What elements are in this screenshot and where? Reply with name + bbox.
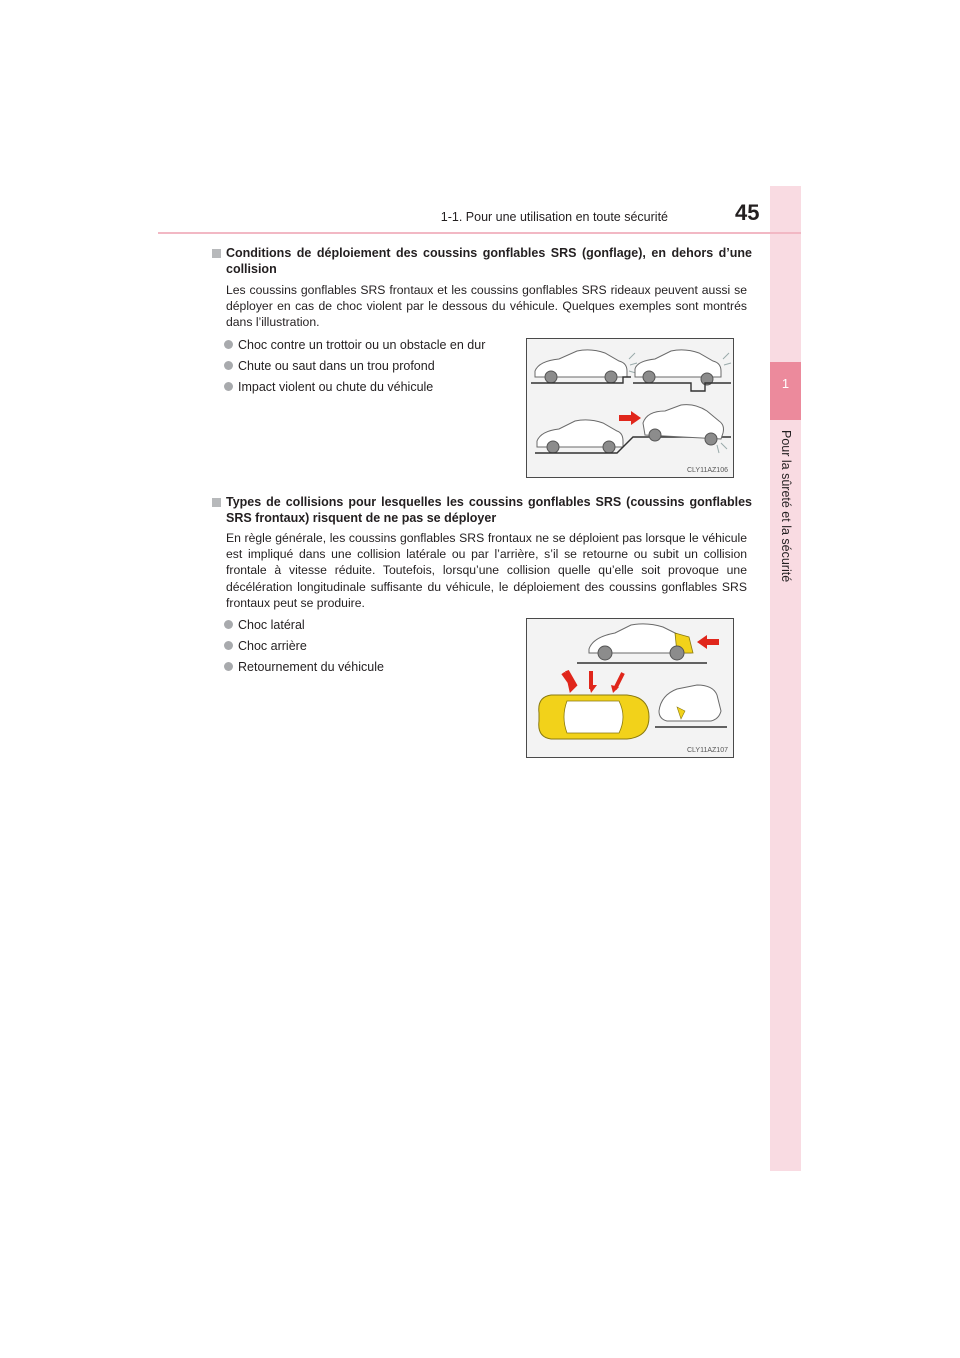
side-strip bbox=[770, 186, 801, 1171]
header-section-title: 1-1. Pour une utilisation en toute sécurité bbox=[440, 210, 668, 224]
car-rollover bbox=[655, 685, 727, 727]
section2-heading bbox=[212, 494, 752, 526]
figure-code: CLY11AZ106 bbox=[687, 467, 728, 474]
bullet-dot-icon bbox=[224, 382, 233, 391]
section1-heading bbox=[212, 245, 752, 277]
chapter-number: 1 bbox=[781, 376, 790, 391]
car-hole-drop bbox=[633, 350, 731, 391]
bullet-dot-icon bbox=[224, 641, 233, 650]
chapter-tab bbox=[770, 362, 801, 420]
section1-body: Les coussins gonflables SRS frontaux et les coussins gonflables SRS rideaux peuvent aussi se déployer en cas de choc violent par le dessous du véhicule. Quelques exemples sont montrés dans l’illustration. bbox=[226, 283, 747, 330]
figure-non-collision-deployment bbox=[526, 338, 734, 478]
bullet-dot-icon bbox=[224, 662, 233, 671]
chapter-label: Pour la sûreté et la sécurité bbox=[779, 430, 793, 583]
collision-types-illustration bbox=[527, 619, 733, 757]
bullet-dot-icon bbox=[224, 361, 233, 370]
car-impacts-illustration bbox=[527, 339, 733, 477]
section2-heading-text: Types de collisions pour lesquelles les coussins gonflables SRS (coussins gonflables SRS frontaux) risquent de ne pas se déployer bbox=[226, 495, 752, 525]
section2-bullet-2: Choc arrière bbox=[224, 638, 307, 654]
square-bullet-icon bbox=[212, 249, 221, 258]
bullet-dot-icon bbox=[224, 340, 233, 349]
section1-bullet-2: Chute ou saut dans un trou profond bbox=[224, 358, 435, 374]
section1-bullet-1: Choc contre un trottoir ou un obstacle en dur bbox=[224, 337, 485, 353]
red-arrow-icon bbox=[619, 411, 641, 425]
section2-bullet-1: Choc latéral bbox=[224, 617, 305, 633]
car-rear-impact bbox=[577, 624, 719, 663]
car-side-impact bbox=[539, 671, 649, 739]
bullet-dot-icon bbox=[224, 620, 233, 629]
section2-bullet-3: Retournement du véhicule bbox=[224, 659, 384, 675]
figure-code: CLY11AZ107 bbox=[687, 747, 728, 754]
section2-body: En règle générale, les coussins gonflables SRS frontaux ne se déploient pas lorsque le véhicule est impliqué dans une collision latérale ou par l’arrière, s’il se retourne ou subit un collision frontale à vitesse réduite. Toutefois, lorsqu’une collision quelle qu’elle soit provoque une décélération longitudinale suffisante du véhicule, le déploiement des coussins gonflables SRS frontaux peut se produire. bbox=[226, 531, 747, 610]
section1-bullet-3: Impact violent ou chute du véhicule bbox=[224, 379, 433, 395]
figure-non-deployment-collisions bbox=[526, 618, 734, 758]
page-number: 45 bbox=[735, 200, 760, 225]
square-bullet-icon bbox=[212, 498, 221, 507]
car-ramp-fall bbox=[535, 405, 731, 453]
header-rule bbox=[158, 232, 801, 234]
section1-heading-text: Conditions de déploiement des coussins gonflables SRS (gonflage), en dehors d’une collision bbox=[226, 246, 752, 276]
car-curb-impact bbox=[531, 350, 637, 383]
